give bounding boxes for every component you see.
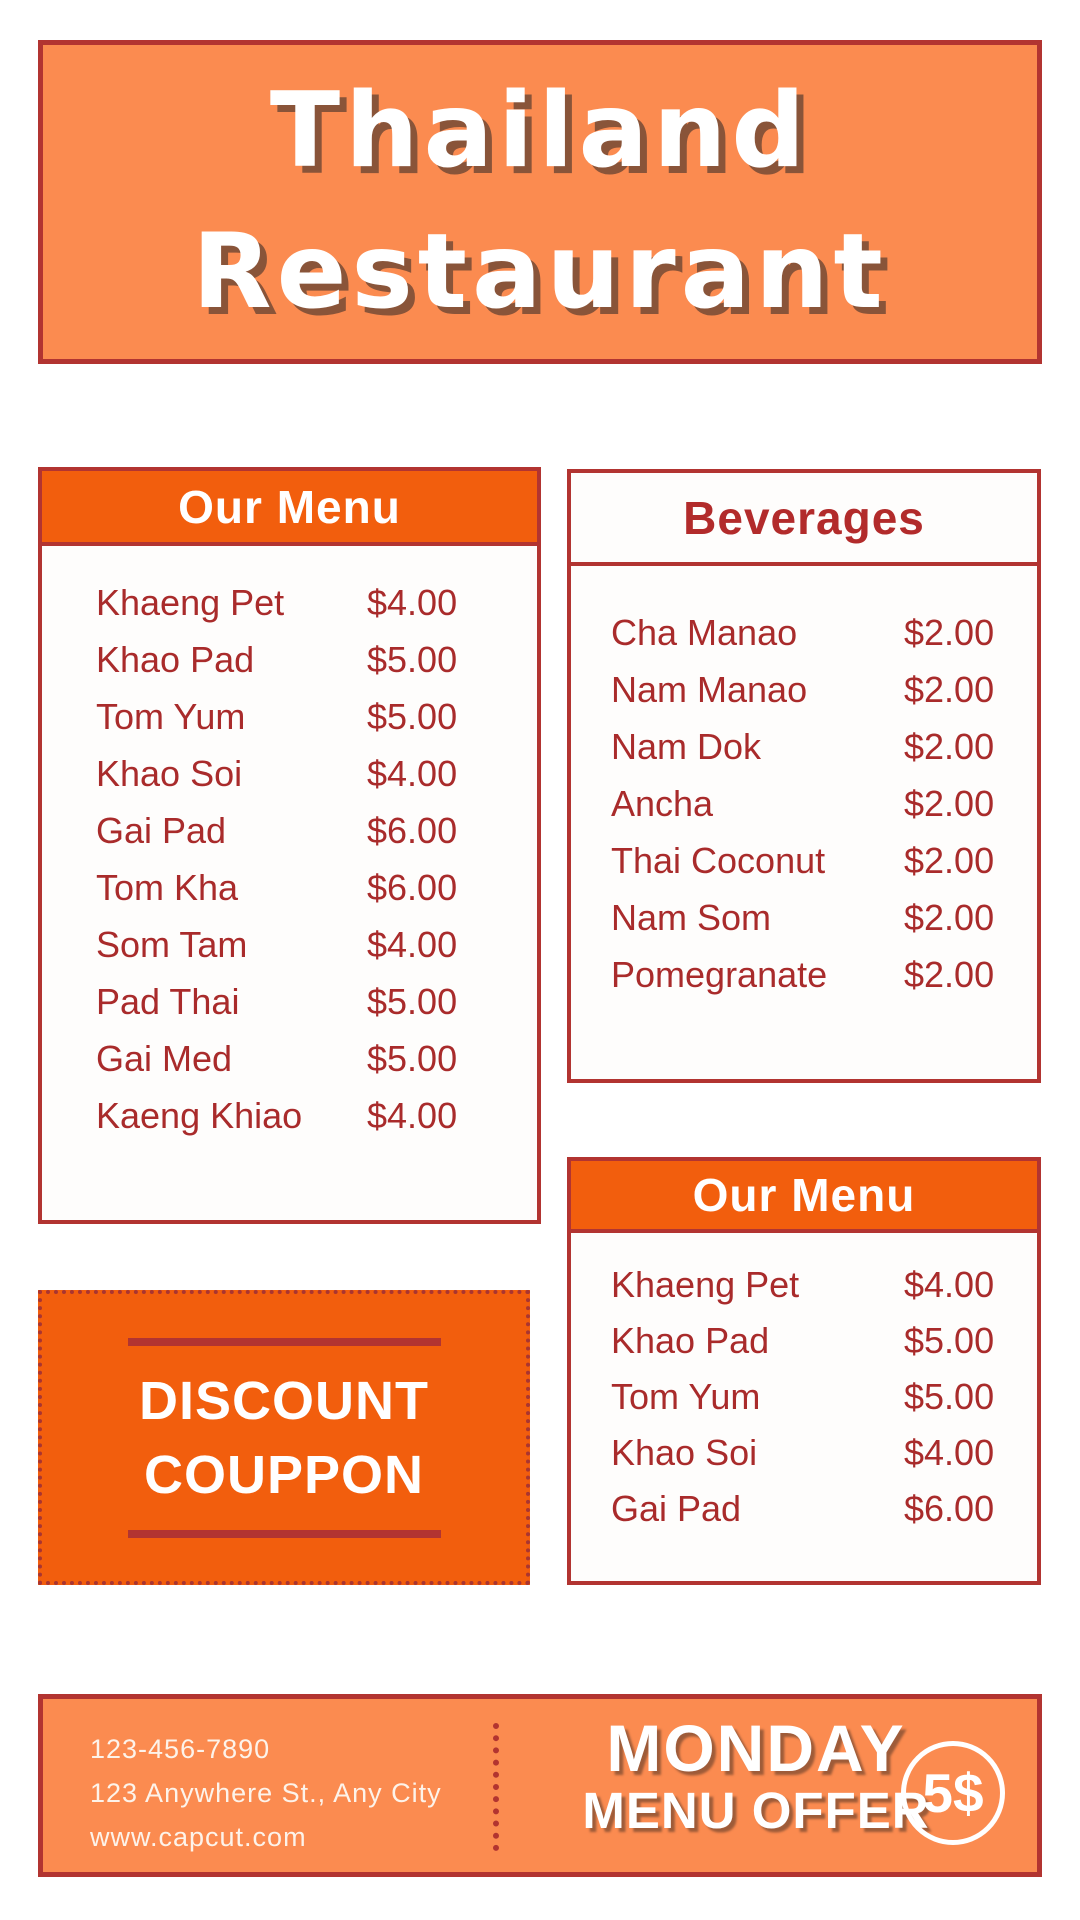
our-menu-2-title: Our Menu bbox=[692, 1169, 916, 1221]
menu-item-row bbox=[42, 574, 537, 631]
menu-item-row bbox=[571, 1481, 1037, 1537]
coupon-top-rule bbox=[128, 1338, 441, 1346]
offer-day: MONDAY bbox=[606, 1711, 906, 1785]
item-price: $2.00 bbox=[904, 668, 995, 710]
menu-item-row bbox=[571, 604, 1037, 661]
item-price: $6.00 bbox=[904, 1488, 995, 1529]
restaurant-name-line2: Restaurant bbox=[192, 212, 888, 332]
beverages-list bbox=[571, 566, 1037, 1003]
item-price: $5.00 bbox=[367, 695, 458, 737]
menu-item-row bbox=[42, 1087, 537, 1144]
menu-item-row bbox=[571, 832, 1037, 889]
our-menu-2-list bbox=[571, 1233, 1037, 1537]
item-price: $4.00 bbox=[367, 923, 458, 965]
coupon-text-line1: DISCOUNT bbox=[139, 1370, 429, 1431]
item-price: $2.00 bbox=[904, 896, 995, 938]
item-name: Gai Med bbox=[96, 1037, 233, 1079]
beverages-title: Beverages bbox=[683, 491, 925, 544]
our-menu-2-header bbox=[571, 1161, 1037, 1233]
menu-item-row bbox=[42, 631, 537, 688]
item-name: Tom Yum bbox=[611, 1376, 761, 1417]
item-name: Tom Yum bbox=[96, 695, 246, 737]
discount-coupon bbox=[38, 1290, 530, 1585]
menu-item-row bbox=[571, 946, 1037, 1003]
menu-item-row bbox=[42, 916, 537, 973]
item-price: $5.00 bbox=[367, 980, 458, 1022]
item-name: Ancha bbox=[611, 782, 714, 824]
restaurant-header bbox=[38, 40, 1042, 364]
website: www.capcut.com bbox=[90, 1822, 307, 1852]
item-name: Pad Thai bbox=[96, 980, 240, 1022]
item-name: Pomegranate bbox=[611, 953, 828, 995]
contact-info bbox=[90, 1727, 442, 1859]
our-menu-section bbox=[38, 467, 541, 1224]
price-badge-value: 5$ bbox=[922, 1762, 984, 1824]
our-menu-2-section bbox=[567, 1157, 1041, 1585]
item-name: Gai Pad bbox=[611, 1488, 742, 1529]
item-name: Khaeng Pet bbox=[96, 581, 285, 623]
coupon-text-line2: COUPPON bbox=[143, 1444, 425, 1505]
our-menu-header bbox=[42, 471, 537, 546]
phone-number: 123-456-7890 bbox=[90, 1734, 271, 1764]
item-price: $6.00 bbox=[367, 809, 458, 851]
item-name: Thai Coconut bbox=[611, 839, 826, 881]
item-name: Khao Soi bbox=[611, 1432, 758, 1473]
item-name: Nam Dok bbox=[611, 725, 762, 767]
menu-item-row bbox=[42, 802, 537, 859]
item-price: $5.00 bbox=[904, 1376, 995, 1417]
menu-item-row bbox=[571, 661, 1037, 718]
menu-item-row bbox=[571, 1369, 1037, 1425]
item-price: $4.00 bbox=[367, 581, 458, 623]
item-price: $2.00 bbox=[904, 953, 995, 995]
restaurant-name-line1: Thailand bbox=[269, 71, 811, 191]
item-name: Khao Pad bbox=[611, 1320, 770, 1361]
menu-item-row bbox=[42, 745, 537, 802]
menu-item-row bbox=[571, 718, 1037, 775]
coupon-text bbox=[139, 1364, 429, 1512]
menu-item-row bbox=[42, 688, 537, 745]
menu-item-row bbox=[571, 775, 1037, 832]
dotted-divider bbox=[493, 1723, 499, 1851]
menu-item-row bbox=[42, 1030, 537, 1087]
item-price: $2.00 bbox=[904, 725, 995, 767]
offer-text: MENU OFFER bbox=[582, 1782, 930, 1839]
menu-item-row bbox=[571, 1257, 1037, 1313]
item-price: $5.00 bbox=[367, 1037, 458, 1079]
item-name: Nam Manao bbox=[611, 668, 808, 710]
item-price: $2.00 bbox=[904, 782, 995, 824]
item-name: Som Tam bbox=[96, 923, 248, 965]
item-price: $5.00 bbox=[904, 1320, 995, 1361]
item-name: Nam Som bbox=[611, 896, 772, 938]
item-price: $4.00 bbox=[904, 1264, 995, 1305]
price-badge-circle bbox=[901, 1741, 1005, 1845]
item-name: Khao Pad bbox=[96, 638, 255, 680]
our-menu-list bbox=[42, 546, 537, 1144]
menu-item-row bbox=[42, 859, 537, 916]
item-price: $5.00 bbox=[367, 638, 458, 680]
footer bbox=[38, 1694, 1042, 1877]
item-name: Tom Kha bbox=[96, 866, 239, 908]
coupon-bottom-rule bbox=[128, 1530, 441, 1538]
item-name: Khao Soi bbox=[96, 752, 243, 794]
item-name: Gai Pad bbox=[96, 809, 227, 851]
item-name: Cha Manao bbox=[611, 611, 798, 653]
menu-item-row bbox=[42, 973, 537, 1030]
item-name: Khaeng Pet bbox=[611, 1264, 800, 1305]
item-price: $4.00 bbox=[367, 1094, 458, 1136]
item-price: $2.00 bbox=[904, 611, 995, 653]
menu-item-row bbox=[571, 1425, 1037, 1481]
item-price: $4.00 bbox=[904, 1432, 995, 1473]
item-price: $2.00 bbox=[904, 839, 995, 881]
our-menu-title: Our Menu bbox=[178, 480, 401, 533]
beverages-header bbox=[571, 473, 1037, 566]
address: 123 Anywhere St., Any City bbox=[90, 1778, 442, 1808]
item-name: Kaeng Khiao bbox=[96, 1094, 303, 1136]
menu-item-row bbox=[571, 889, 1037, 946]
item-price: $6.00 bbox=[367, 866, 458, 908]
beverages-section bbox=[567, 469, 1041, 1083]
item-price: $4.00 bbox=[367, 752, 458, 794]
menu-item-row bbox=[571, 1313, 1037, 1369]
